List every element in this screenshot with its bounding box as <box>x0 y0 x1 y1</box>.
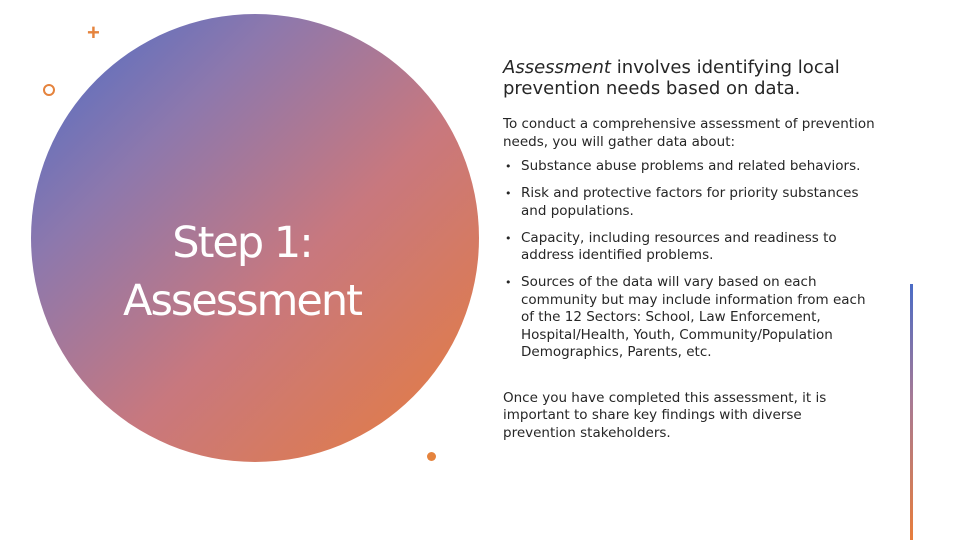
bullet-text: Sources of the data will vary based on each community but may include information from each of the 12 Sectors: School, Law Enforcement, Hospital/Health, Youth, Community/Population Demographics, Parents, etc. <box>521 274 866 360</box>
title-line-1: Step 1: <box>172 218 312 268</box>
bullet-icon: • <box>505 187 512 200</box>
lead-text: involves identifying local prevention needs based on data. <box>503 57 840 99</box>
plus-decoration: + <box>87 20 100 45</box>
content-body <box>503 57 875 442</box>
dot-decoration <box>427 452 436 461</box>
accent-bar <box>910 284 913 540</box>
closing-paragraph: Once you have completed this assessment, it is important to share key findings with diverse prevention stakeholders. <box>503 389 827 441</box>
bullet-item <box>503 274 875 362</box>
bullet-item <box>503 185 875 220</box>
title-line-2: Assessment <box>123 276 361 326</box>
bullet-icon: • <box>505 231 512 245</box>
intro-paragraph: To conduct a comprehensive assessment of prevention needs, you will gather data about: <box>503 116 875 150</box>
bullet-text: Risk and protective factors for priority substances and populations. <box>521 185 859 219</box>
bullet-item <box>503 230 875 265</box>
bullet-item <box>503 158 875 176</box>
bullet-text: Substance abuse problems and related behaviors. <box>521 158 861 174</box>
ring-decoration <box>43 84 55 96</box>
lead-paragraph <box>503 57 875 99</box>
lead-italic-term: Assessment <box>503 57 611 78</box>
slide-title <box>98 214 386 330</box>
bullet-icon: • <box>505 160 512 173</box>
bullet-icon: • <box>505 276 512 289</box>
bullet-list <box>503 158 875 362</box>
bullet-text: Capacity, including resources and readiness to address identified problems. <box>521 229 837 263</box>
